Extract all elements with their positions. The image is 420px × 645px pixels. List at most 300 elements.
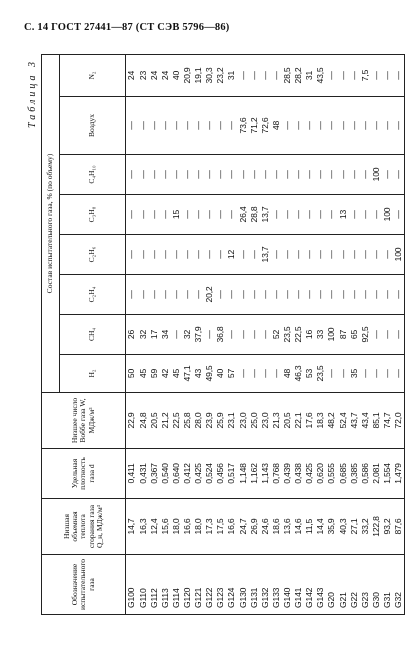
cell-ch4: 65 xyxy=(348,315,359,355)
cell-ch4: 33 xyxy=(315,315,326,355)
cell-h2: — xyxy=(337,355,348,393)
cell-relative-density: 0,586 xyxy=(359,449,370,499)
cell-c3h8: 28,8 xyxy=(248,195,259,235)
cell-relative-density: 1,162 xyxy=(248,449,259,499)
cell-c3h8: — xyxy=(126,195,138,235)
cell-relative-density: 0,640 xyxy=(170,449,181,499)
cell-air: — xyxy=(282,97,293,155)
cell-c2h4: — xyxy=(337,275,348,315)
header-c2h6: C₂H₆ xyxy=(60,235,126,275)
cell-c4h10: 100 xyxy=(370,155,381,195)
table-body xyxy=(126,55,405,615)
cell-c2h6: — xyxy=(204,235,215,275)
cell-air: — xyxy=(148,97,159,155)
cell-ch4: 34 xyxy=(159,315,170,355)
cell-c2h4: — xyxy=(348,275,359,315)
cell-c3h8: 15 xyxy=(170,195,181,235)
cell-h2: 50 xyxy=(126,355,138,393)
cell-calorific-value: 18,0 xyxy=(170,499,181,555)
cell-air: — xyxy=(315,97,326,155)
cell-c4h10: — xyxy=(126,155,138,195)
cell-h2: 53 xyxy=(304,355,315,393)
table-row xyxy=(370,55,381,615)
cell-air: — xyxy=(382,97,393,155)
cell-c2h4: — xyxy=(315,275,326,315)
cell-h2: 48 xyxy=(282,355,293,393)
cell-n2: 31 xyxy=(226,55,237,97)
cell-ch4: — xyxy=(170,315,181,355)
cell-calorific-value: 35,9 xyxy=(326,499,337,555)
cell-c4h10: — xyxy=(237,155,248,195)
cell-calorific-value: 16,6 xyxy=(182,499,193,555)
cell-h2: 46,3 xyxy=(293,355,304,393)
cell-c4h10: — xyxy=(326,155,337,195)
cell-designation: G112 xyxy=(148,555,159,615)
cell-wobbe-index: 22,1 xyxy=(293,393,304,449)
cell-h2: 40 xyxy=(215,355,226,393)
cell-c2h6: 12 xyxy=(226,235,237,275)
cell-n2: — xyxy=(348,55,359,97)
cell-calorific-value: 93,2 xyxy=(382,499,393,555)
cell-h2: 47,1 xyxy=(182,355,193,393)
cell-c2h6: — xyxy=(137,235,148,275)
cell-relative-density: 0,456 xyxy=(215,449,226,499)
cell-ch4: — xyxy=(382,315,393,355)
cell-n2: 30,3 xyxy=(204,55,215,97)
cell-ch4: — xyxy=(248,315,259,355)
cell-ch4: 52 xyxy=(270,315,281,355)
cell-air: — xyxy=(159,97,170,155)
cell-designation: G32 xyxy=(393,555,405,615)
cell-c4h10: — xyxy=(148,155,159,195)
cell-c4h10: — xyxy=(315,155,326,195)
cell-designation: G123 xyxy=(215,555,226,615)
table-row xyxy=(259,55,270,615)
cell-c4h10: — xyxy=(259,155,270,195)
cell-designation: G31 xyxy=(382,555,393,615)
cell-c2h4: — xyxy=(182,275,193,315)
cell-c2h4: — xyxy=(193,275,204,315)
cell-designation: G100 xyxy=(126,555,138,615)
cell-n2: 28,5 xyxy=(282,55,293,97)
table-row xyxy=(193,55,204,615)
cell-n2: — xyxy=(326,55,337,97)
cell-relative-density: 0,411 xyxy=(126,449,138,499)
rotated-table-block xyxy=(27,55,407,615)
cell-c2h6: — xyxy=(159,235,170,275)
cell-air: — xyxy=(193,97,204,155)
cell-c2h4: — xyxy=(382,275,393,315)
cell-ch4: 26 xyxy=(126,315,138,355)
cell-designation: G143 xyxy=(315,555,326,615)
cell-c2h6: — xyxy=(304,235,315,275)
cell-air: — xyxy=(182,97,193,155)
table-row xyxy=(337,55,348,615)
cell-n2: — xyxy=(393,55,405,97)
cell-c3h8: — xyxy=(393,195,405,235)
cell-c4h10: — xyxy=(348,155,359,195)
cell-c2h6: — xyxy=(370,235,381,275)
header-c4h10: C₄H₁₀ xyxy=(60,155,126,195)
cell-designation: G114 xyxy=(170,555,181,615)
cell-h2: — xyxy=(359,355,370,393)
cell-designation: G110 xyxy=(137,555,148,615)
cell-c3h8: — xyxy=(215,195,226,235)
table-row xyxy=(315,55,326,615)
gas-composition-table xyxy=(41,54,405,615)
cell-designation: G121 xyxy=(193,555,204,615)
cell-h2: — xyxy=(370,355,381,393)
cell-c3h8: — xyxy=(315,195,326,235)
cell-c2h6: — xyxy=(193,235,204,275)
cell-designation: G133 xyxy=(270,555,281,615)
cell-wobbe-index: 21,2 xyxy=(159,393,170,449)
cell-c3h8: — xyxy=(370,195,381,235)
table-row xyxy=(170,55,181,615)
cell-c4h10: — xyxy=(170,155,181,195)
cell-c4h10: — xyxy=(193,155,204,195)
cell-c2h6: — xyxy=(315,235,326,275)
cell-c2h6: — xyxy=(237,235,248,275)
cell-h2: 23,5 xyxy=(315,355,326,393)
cell-c3h8: — xyxy=(359,195,370,235)
header-designation: Обозначение испытательного газа xyxy=(42,555,126,615)
cell-calorific-value: 13,6 xyxy=(282,499,293,555)
cell-c3h8: — xyxy=(326,195,337,235)
table-row xyxy=(348,55,359,615)
cell-c4h10: — xyxy=(204,155,215,195)
cell-c4h10: — xyxy=(159,155,170,195)
header-wobbe-index: Низшее число Воббе газа W, МДж/м³ xyxy=(42,393,126,449)
cell-air: — xyxy=(293,97,304,155)
cell-relative-density: 0,412 xyxy=(182,449,193,499)
table-row xyxy=(382,55,393,615)
table-row xyxy=(215,55,226,615)
cell-h2: — xyxy=(237,355,248,393)
cell-n2: — xyxy=(237,55,248,97)
cell-ch4: 17 xyxy=(148,315,159,355)
cell-relative-density: 0,438 xyxy=(293,449,304,499)
cell-relative-density: 0,620 xyxy=(315,449,326,499)
cell-wobbe-index: 24,8 xyxy=(137,393,148,449)
cell-designation: G30 xyxy=(370,555,381,615)
cell-designation: G120 xyxy=(182,555,193,615)
cell-wobbe-index: 21,3 xyxy=(270,393,281,449)
cell-air: 48 xyxy=(270,97,281,155)
page-header: С. 14 ГОСТ 27441—87 (СТ СЭВ 5796—86) xyxy=(24,22,230,33)
table-row xyxy=(282,55,293,615)
cell-air: — xyxy=(304,97,315,155)
table-row xyxy=(326,55,337,615)
cell-designation: G22 xyxy=(348,555,359,615)
cell-designation: G132 xyxy=(259,555,270,615)
cell-c4h10: — xyxy=(137,155,148,195)
cell-calorific-value: 26,9 xyxy=(248,499,259,555)
cell-c2h6: — xyxy=(248,235,259,275)
cell-h2: 35 xyxy=(348,355,359,393)
cell-n2: — xyxy=(370,55,381,97)
cell-c3h8: — xyxy=(137,195,148,235)
cell-n2: 24 xyxy=(148,55,159,97)
cell-ch4: 36,8 xyxy=(215,315,226,355)
cell-air: — xyxy=(348,97,359,155)
cell-n2: 23,2 xyxy=(215,55,226,97)
cell-ch4: 22,5 xyxy=(293,315,304,355)
cell-h2: 45 xyxy=(137,355,148,393)
cell-c2h6: — xyxy=(348,235,359,275)
cell-ch4: — xyxy=(237,315,248,355)
cell-c3h8: — xyxy=(226,195,237,235)
cell-c2h4: — xyxy=(126,275,138,315)
cell-wobbe-index: 43,4 xyxy=(359,393,370,449)
cell-air: 73,6 xyxy=(237,97,248,155)
cell-calorific-value: 17,3 xyxy=(204,499,215,555)
cell-c3h8: 100 xyxy=(382,195,393,235)
header-n2: N₂ xyxy=(60,55,126,97)
cell-c4h10: — xyxy=(182,155,193,195)
cell-designation: G23 xyxy=(359,555,370,615)
cell-air: — xyxy=(170,97,181,155)
cell-c3h8: — xyxy=(182,195,193,235)
cell-ch4: 32 xyxy=(182,315,193,355)
table-row xyxy=(148,55,159,615)
cell-designation: G141 xyxy=(293,555,304,615)
cell-c2h6: — xyxy=(215,235,226,275)
header-composition-group: Состав испытательного газа, % (по объему) xyxy=(42,55,60,393)
cell-wobbe-index: 23,0 xyxy=(237,393,248,449)
cell-air: — xyxy=(337,97,348,155)
cell-wobbe-index: 43,7 xyxy=(348,393,359,449)
cell-designation: G124 xyxy=(226,555,237,615)
cell-relative-density: 0,425 xyxy=(304,449,315,499)
cell-relative-density: 0,439 xyxy=(282,449,293,499)
cell-calorific-value: 16,6 xyxy=(226,499,237,555)
cell-c2h4: — xyxy=(370,275,381,315)
cell-air: — xyxy=(126,97,138,155)
cell-wobbe-index: 85,1 xyxy=(370,393,381,449)
cell-wobbe-index: 23,9 xyxy=(204,393,215,449)
cell-c3h8: — xyxy=(159,195,170,235)
cell-relative-density: 0,555 xyxy=(326,449,337,499)
cell-wobbe-index: 72,0 xyxy=(393,393,405,449)
cell-c4h10: — xyxy=(304,155,315,195)
cell-c3h8: — xyxy=(348,195,359,235)
cell-air: — xyxy=(326,97,337,155)
cell-designation: G142 xyxy=(304,555,315,615)
cell-air: 72,6 xyxy=(259,97,270,155)
cell-c4h10: — xyxy=(248,155,259,195)
table-row xyxy=(137,55,148,615)
cell-ch4: 92,5 xyxy=(359,315,370,355)
cell-c2h6: — xyxy=(270,235,281,275)
cell-ch4: 100 xyxy=(326,315,337,355)
cell-relative-density: 0,685 xyxy=(337,449,348,499)
cell-relative-density: 1,143 xyxy=(259,449,270,499)
cell-wobbe-index: 22,5 xyxy=(170,393,181,449)
cell-n2: 40 xyxy=(170,55,181,97)
cell-h2: 59 xyxy=(148,355,159,393)
cell-c3h8: — xyxy=(304,195,315,235)
cell-wobbe-index: 20,5 xyxy=(148,393,159,449)
cell-c2h6: — xyxy=(282,235,293,275)
cell-c4h10: — xyxy=(359,155,370,195)
cell-c3h8: — xyxy=(293,195,304,235)
table-row xyxy=(293,55,304,615)
cell-relative-density: 0,517 xyxy=(226,449,237,499)
cell-air: — xyxy=(204,97,215,155)
cell-c2h4: — xyxy=(326,275,337,315)
cell-air: — xyxy=(393,97,405,155)
cell-calorific-value: 12,4 xyxy=(148,499,159,555)
header-calorific-value: Низшая объемная теплота сгорания газа Q_н, МДж/м³ xyxy=(42,499,126,555)
cell-n2: 28,2 xyxy=(293,55,304,97)
cell-n2: — xyxy=(337,55,348,97)
cell-air: — xyxy=(215,97,226,155)
cell-designation: G21 xyxy=(337,555,348,615)
cell-designation: G140 xyxy=(282,555,293,615)
cell-air: — xyxy=(226,97,237,155)
header-h2: H₂ xyxy=(60,355,126,393)
cell-n2: 31 xyxy=(304,55,315,97)
cell-ch4: 16 xyxy=(304,315,315,355)
cell-wobbe-index: 25,8 xyxy=(182,393,193,449)
cell-designation: G122 xyxy=(204,555,215,615)
cell-n2: 7,5 xyxy=(359,55,370,97)
cell-c2h4: — xyxy=(393,275,405,315)
cell-c4h10: — xyxy=(393,155,405,195)
cell-c3h8: — xyxy=(148,195,159,235)
cell-c2h4: — xyxy=(359,275,370,315)
cell-c2h6: 13,7 xyxy=(259,235,270,275)
cell-h2: — xyxy=(393,355,405,393)
cell-c2h4: — xyxy=(215,275,226,315)
cell-h2: 43 xyxy=(193,355,204,393)
cell-c4h10: — xyxy=(270,155,281,195)
cell-calorific-value: 122,8 xyxy=(370,499,381,555)
table-row xyxy=(226,55,237,615)
cell-n2: 19,1 xyxy=(193,55,204,97)
cell-wobbe-index: 22,9 xyxy=(126,393,138,449)
cell-ch4: 37,9 xyxy=(193,315,204,355)
cell-h2: — xyxy=(382,355,393,393)
cell-n2: — xyxy=(259,55,270,97)
cell-n2: 23 xyxy=(137,55,148,97)
cell-c2h6: — xyxy=(170,235,181,275)
cell-relative-density: 1,148 xyxy=(237,449,248,499)
cell-air: — xyxy=(137,97,148,155)
cell-wobbe-index: 48,2 xyxy=(326,393,337,449)
cell-c3h8: — xyxy=(193,195,204,235)
cell-c3h8: — xyxy=(282,195,293,235)
cell-c2h6: — xyxy=(293,235,304,275)
cell-designation: G131 xyxy=(248,555,259,615)
cell-h2: 45 xyxy=(170,355,181,393)
cell-wobbe-index: 25,9 xyxy=(215,393,226,449)
cell-calorific-value: 15,6 xyxy=(159,499,170,555)
cell-air: 71,2 xyxy=(248,97,259,155)
table-row xyxy=(270,55,281,615)
cell-c2h4: — xyxy=(159,275,170,315)
cell-c2h6: 100 xyxy=(393,235,405,275)
cell-relative-density: 0,385 xyxy=(348,449,359,499)
cell-c2h4: — xyxy=(270,275,281,315)
cell-c2h4: — xyxy=(304,275,315,315)
cell-n2: — xyxy=(248,55,259,97)
header-c2h4: C₂H₄ xyxy=(60,275,126,315)
cell-c3h8: 13 xyxy=(337,195,348,235)
cell-calorific-value: 17,5 xyxy=(215,499,226,555)
cell-wobbe-index: 28,0 xyxy=(193,393,204,449)
cell-wobbe-index: 17,6 xyxy=(304,393,315,449)
cell-ch4: 87 xyxy=(337,315,348,355)
header-air: Воздух xyxy=(60,97,126,155)
cell-c2h6: — xyxy=(337,235,348,275)
cell-c3h8: 26,4 xyxy=(237,195,248,235)
table-row xyxy=(304,55,315,615)
cell-c2h4: — xyxy=(259,275,270,315)
cell-calorific-value: 11,5 xyxy=(304,499,315,555)
cell-relative-density: 0,768 xyxy=(270,449,281,499)
cell-wobbe-index: 20,5 xyxy=(282,393,293,449)
cell-h2: 49,5 xyxy=(204,355,215,393)
cell-c2h4: — xyxy=(170,275,181,315)
cell-calorific-value: 14,4 xyxy=(315,499,326,555)
table-row xyxy=(182,55,193,615)
cell-relative-density: 0,540 xyxy=(159,449,170,499)
cell-ch4: — xyxy=(259,315,270,355)
cell-c2h4: — xyxy=(282,275,293,315)
cell-c3h8: 13,7 xyxy=(259,195,270,235)
cell-h2: — xyxy=(259,355,270,393)
cell-c2h6: — xyxy=(359,235,370,275)
cell-relative-density: 1,479 xyxy=(393,449,405,499)
cell-wobbe-index: 52,4 xyxy=(337,393,348,449)
cell-c2h4: 20,2 xyxy=(204,275,215,315)
cell-calorific-value: 24,6 xyxy=(259,499,270,555)
cell-relative-density: 0,425 xyxy=(193,449,204,499)
cell-h2: 42 xyxy=(159,355,170,393)
cell-designation: G113 xyxy=(159,555,170,615)
cell-wobbe-index: 25,0 xyxy=(248,393,259,449)
table-row xyxy=(393,55,405,615)
table-caption: Таблица 3 xyxy=(27,59,38,128)
cell-relative-density: 0,367 xyxy=(148,449,159,499)
cell-relative-density: 1,554 xyxy=(382,449,393,499)
cell-air: — xyxy=(359,97,370,155)
cell-h2: — xyxy=(248,355,259,393)
cell-relative-density: 0,524 xyxy=(204,449,215,499)
cell-calorific-value: 24,7 xyxy=(237,499,248,555)
cell-n2: 43,5 xyxy=(315,55,326,97)
cell-c4h10: — xyxy=(226,155,237,195)
cell-n2: 20,9 xyxy=(182,55,193,97)
cell-calorific-value: 18,6 xyxy=(270,499,281,555)
cell-designation: G20 xyxy=(326,555,337,615)
table-row xyxy=(159,55,170,615)
cell-ch4: — xyxy=(370,315,381,355)
cell-n2: 24 xyxy=(126,55,138,97)
cell-c4h10: — xyxy=(293,155,304,195)
cell-calorific-value: 14,7 xyxy=(126,499,138,555)
cell-calorific-value: 33,2 xyxy=(359,499,370,555)
cell-h2: — xyxy=(326,355,337,393)
header-c3h8: C₃H₈ xyxy=(60,195,126,235)
cell-designation: G130 xyxy=(237,555,248,615)
table-row xyxy=(204,55,215,615)
table-row xyxy=(126,55,138,615)
cell-c2h6: — xyxy=(382,235,393,275)
cell-wobbe-index: 23,1 xyxy=(226,393,237,449)
